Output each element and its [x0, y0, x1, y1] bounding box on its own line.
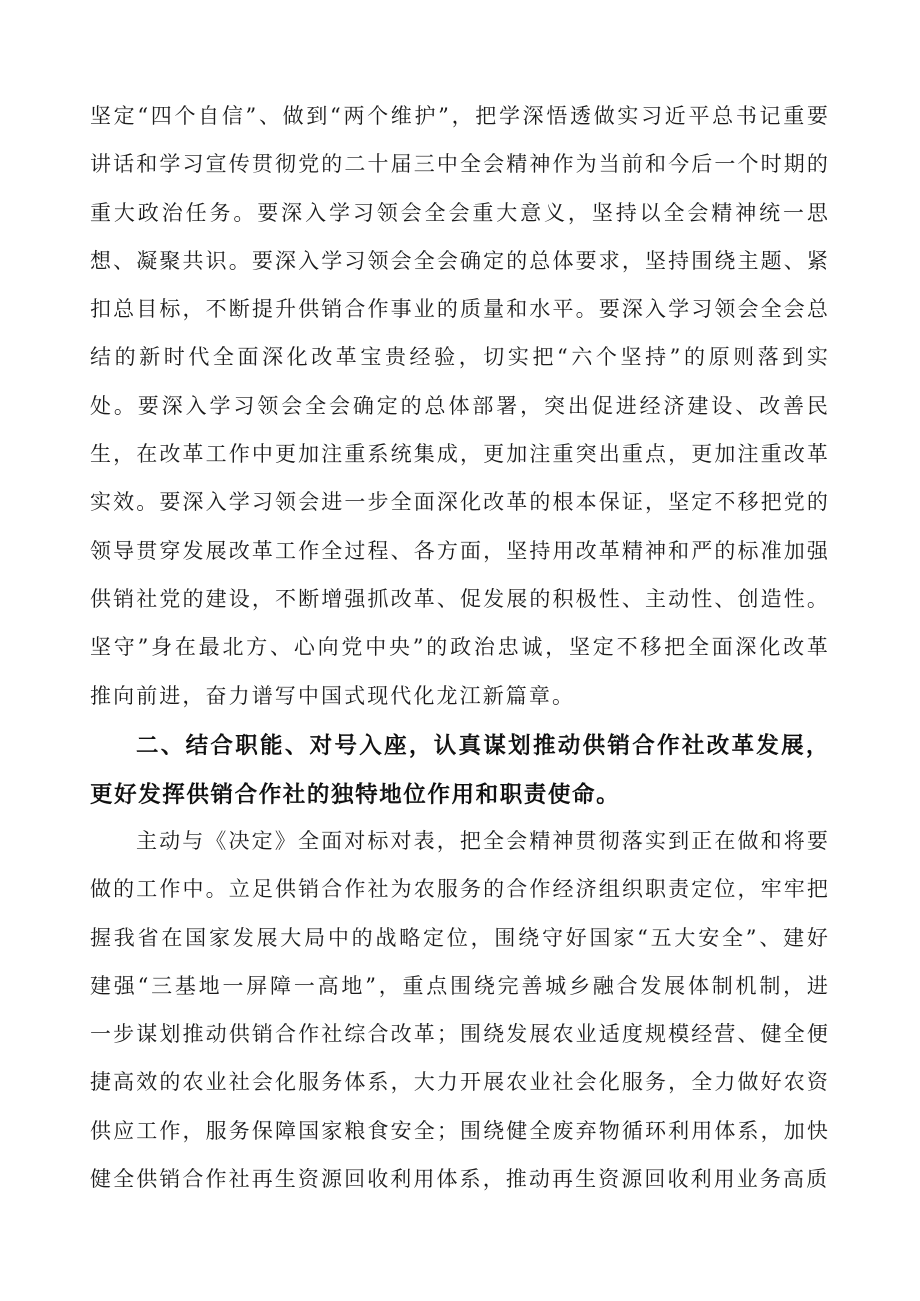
body-paragraph-1: 坚定“四个自信”、做到“两个维护”，把学深悟透做实习近平总书记重要讲话和学习宣传贯彻党的二十届三中全会精神作为当前和今后一个时期的重大政治任务。要深入学习领会全会重大意义，坚持以全会精神统一思想、凝聚共识。要深入学习领会全会确定的总体要求，坚持围绕主题、紧扣总目标，不断提升供销合作事业的质量和水平。要深入学习领会全会总结的新时代全面深化改革宝贵经验，切实把“六个坚持”的原则落到实处。要深入学习领会全会确定的总体部署，突出促进经济建设、改善民生，在改革工作中更加注重系统集成，更加注重突出重点，更加注重改革实效。要深入学习领会进一步全面深化改革的根本保证，坚定不移把党的领导贯穿发展改革工作全过程、各方面，坚持用改革精神和严的标准加强供销社党的建设，不断增强抓改革、促发展的积极性、主动性、创造性。坚守”身在最北方、心向党中央”的政治忠诚，坚定不移把全面深化改革推向前进，奋力谱写中国式现代化龙江新篇章。 [90, 104, 830, 708]
body-paragraph-2: 主动与《决定》全面对标对表，把全会精神贯彻落实到正在做和将要做的工作中。立足供销合作社为农服务的合作经济组织职责定位，牢牢把握我省在国家发展大局中的战略定位，围绕守好国家“五大安全”、建好建强“三基地一屏障一高地”，重点围绕完善城乡融合发展体制机制，进一步谋划推动供销合作社综合改革；围绕发展农业适度规模经营、健全便捷高效的农业社会化服务体系，大力开展农业社会化服务，全力做好农资供应工作，服务保障国家粮食安全；围绕健全废弃物循环利用体系，加快健全供销合作社再生资源回收利用体系，推动再生资源回收利用业务高质 [90, 829, 830, 1192]
section-heading-2: 二、结合职能、对号入座，认真谋划推动供销合作社改革发展，更好发挥供销合作社的独特地位作用和职责使命。 [90, 733, 830, 808]
